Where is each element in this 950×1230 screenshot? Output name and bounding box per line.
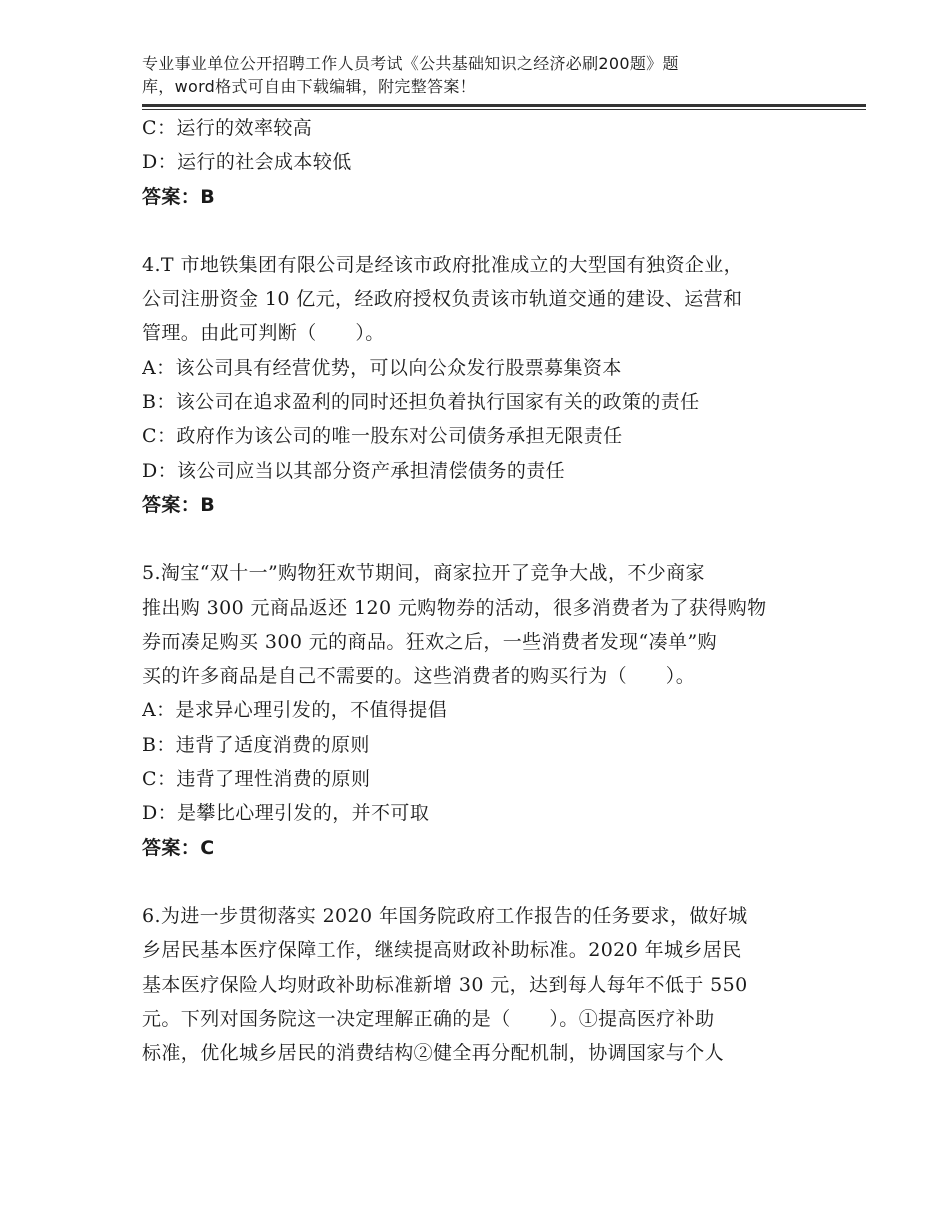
q4-stem-line: 公司注册资金 10 亿元，经政府授权负责该市轨道交通的建设、运营和 [142, 288, 743, 311]
question-3-tail [142, 111, 868, 214]
q5-option-a: A：是求异心理引发的，不值得提倡 [142, 699, 448, 722]
document-page [142, 52, 868, 1070]
q5-stem-line: 推出购 300 元商品返还 120 元购物券的活动，很多消费者为了获得购物 [142, 596, 767, 619]
q5-stem-line: 券而凑足购买 300 元的商品。狂欢之后，一些消费者发现“凑单”购 [142, 630, 717, 653]
q4-option-b: B：该公司在追求盈利的同时还担负着执行国家有关的政策的责任 [142, 391, 700, 414]
q6-stem-line: 6.为进一步贯彻落实 2020 年国务院政府工作报告的任务要求，做好城 [142, 904, 748, 927]
header-line-2: 库，word格式可自由下载编辑，附完整答案！ [142, 77, 476, 96]
q4-option-d: D：该公司应当以其部分资产承担清偿债务的责任 [142, 459, 566, 482]
document-header [142, 52, 868, 98]
question-6 [142, 899, 868, 1070]
q5-option-b: B：违背了适度消费的原则 [142, 733, 370, 756]
spacer [142, 522, 868, 556]
question-4 [142, 248, 868, 522]
question-5 [142, 556, 868, 865]
q5-answer: 答案：C [142, 836, 215, 859]
q4-answer: 答案：B [142, 493, 216, 516]
spacer [142, 214, 868, 248]
document-body [142, 111, 868, 1070]
q6-stem-line: 乡居民基本医疗保障工作，继续提高财政补助标准。2020 年城乡居民 [142, 939, 742, 962]
q5-option-d: D：是攀比心理引发的，并不可取 [142, 802, 430, 825]
spacer [142, 865, 868, 899]
q6-stem-line: 基本医疗保险人均财政补助标准新增 30 元，达到每人每年不低于 550 [142, 973, 748, 996]
q4-option-c: C：政府作为该公司的唯一股东对公司债务承担无限责任 [142, 425, 623, 448]
header-line-1: 专业事业单位公开招聘工作人员考试《公共基础知识之经济必刷200题》题 [142, 54, 679, 73]
q5-option-c: C：违背了理性消费的原则 [142, 768, 371, 791]
q4-stem-line: 管理。由此可判断（ ）。 [142, 322, 385, 345]
header-divider [142, 104, 866, 107]
q3-answer: 答案：B [142, 185, 216, 208]
q5-stem-line: 5.淘宝“双十一”购物狂欢节期间，商家拉开了竞争大战，不少商家 [142, 562, 705, 585]
q5-stem-line: 买的许多商品是自己不需要的。这些消费者的购买行为（ ）。 [142, 665, 696, 688]
q6-stem-line: 元。下列对国务院这一决定理解正确的是（ ）。①提高医疗补助 [142, 1007, 715, 1030]
q4-option-a: A：该公司具有经营优势，可以向公众发行股票募集资本 [142, 356, 622, 379]
q3-option-d: D：运行的社会成本较低 [142, 151, 352, 174]
q6-stem-line: 标准，优化城乡居民的消费结构②健全再分配机制，协调国家与个人 [142, 1042, 725, 1065]
q4-stem-line: 4.T 市地铁集团有限公司是经该市政府批准成立的大型国有独资企业， [142, 253, 744, 276]
q3-option-c: C：运行的效率较高 [142, 117, 313, 139]
